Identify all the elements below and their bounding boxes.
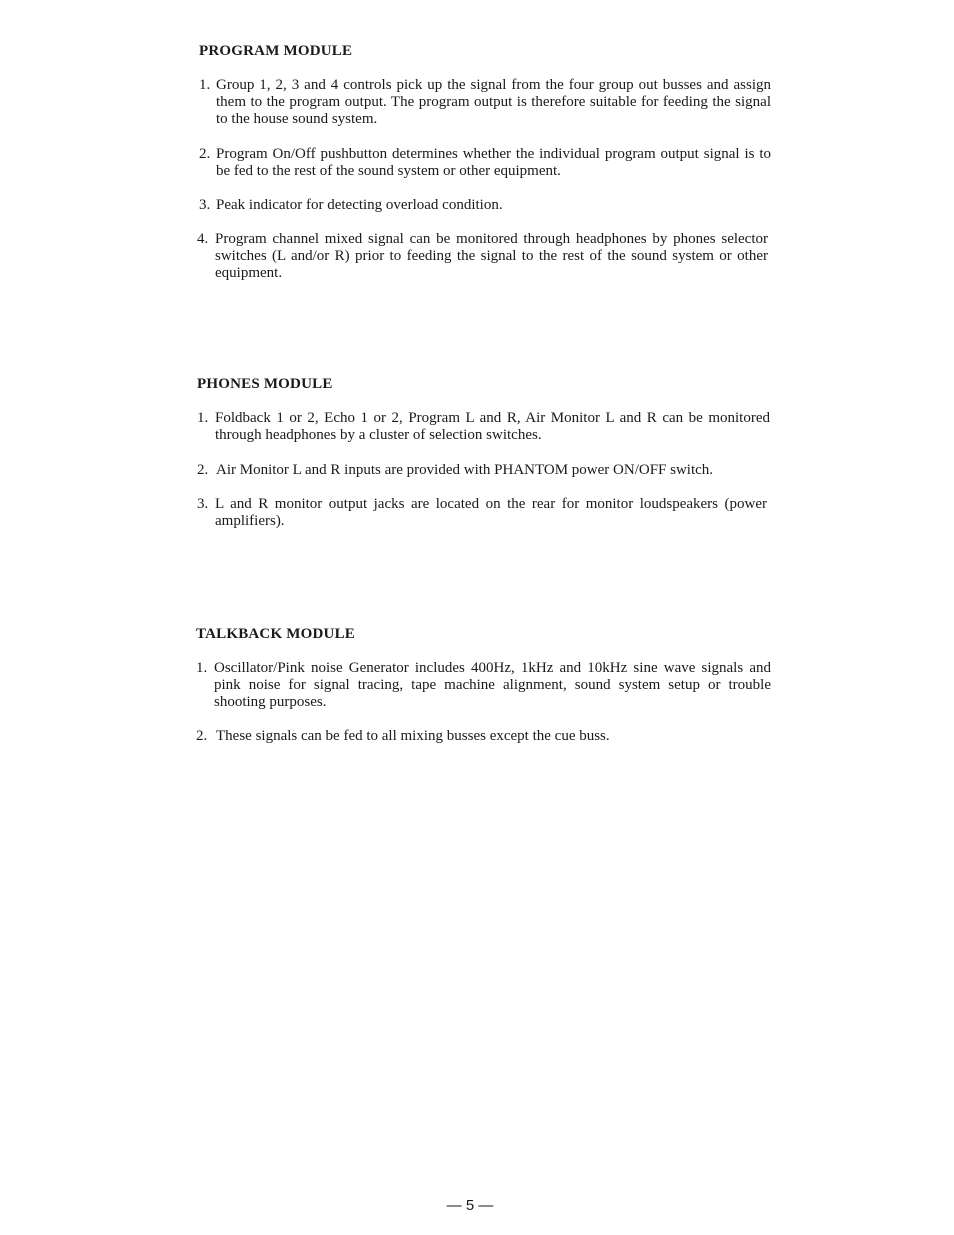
item-number: 3.	[197, 496, 209, 512]
item-text: These signals can be fed to all mixing busses except the cue buss.	[216, 728, 610, 744]
item-text: Peak indicator for detecting overload condition.	[216, 197, 503, 213]
item-number: 1.	[199, 77, 211, 93]
program-item-4	[197, 231, 768, 282]
talkback-item-1	[196, 660, 771, 711]
item-number: 1.	[196, 660, 208, 676]
item-text: Oscillator/Pink noise Generator includes 400Hz, 1kHz and 10kHz sine wave signals and pink noise for signal tracing, tape machine alignment, sound system setup or trouble shooting purposes.	[214, 660, 771, 710]
item-text: L and R monitor output jacks are located on the rear for monitor loudspeakers (power amplifiers).	[215, 496, 767, 529]
talkback-item-2	[196, 728, 771, 745]
item-text: Air Monitor L and R inputs are provided with PHANTOM power ON/OFF switch.	[216, 462, 714, 478]
phones-item-2	[197, 462, 771, 479]
phones-module-heading: PHONES MODULE	[197, 376, 333, 392]
item-text: Group 1, 2, 3 and 4 controls pick up the signal from the four group out busses and assign them to the program output. The program output is therefore suitable for feeding the signal to the house sound system.	[216, 77, 771, 127]
talkback-module-heading: TALKBACK MODULE	[196, 626, 355, 642]
item-text: Program On/Off pushbutton determines whether the individual program output signal is to be fed to the rest of the sound system or other equipment.	[216, 146, 771, 179]
item-number: 2.	[196, 728, 208, 744]
phones-item-1	[197, 410, 770, 444]
page-number: — 5 —	[446, 1197, 494, 1214]
item-number: 1.	[197, 410, 209, 426]
item-number: 3.	[199, 197, 211, 213]
program-module-heading: PROGRAM MODULE	[199, 43, 353, 59]
program-item-1	[199, 77, 771, 128]
item-number: 2.	[199, 146, 211, 162]
item-number: 4.	[197, 231, 209, 247]
phones-item-3	[197, 496, 767, 530]
item-text: Foldback 1 or 2, Echo 1 or 2, Program L and R, Air Monitor L and R can be monitored through headphones by a cluster of selection switches.	[215, 410, 770, 443]
item-number: 2.	[197, 462, 209, 478]
program-item-3	[199, 197, 771, 214]
program-item-2	[199, 146, 771, 180]
item-text: Program channel mixed signal can be monitored through headphones by phones selector switches (L and/or R) prior to feeding the signal to the rest of the sound system or other equipment.	[215, 231, 768, 281]
